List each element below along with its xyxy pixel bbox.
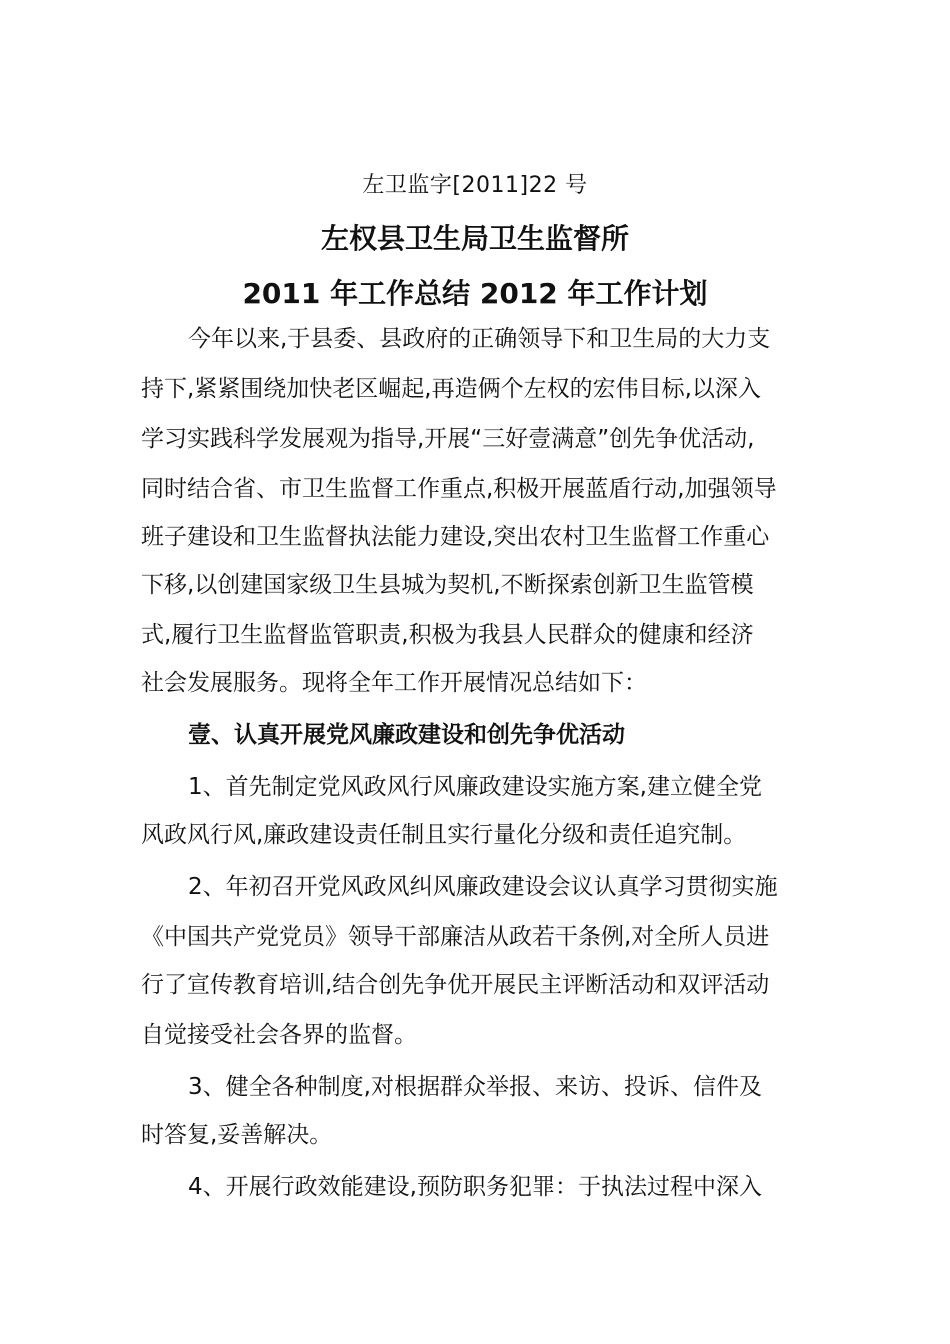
paragraph-line: 1、首先制定党风政风行风廉政建设实施方案,建立健全党 (188, 774, 762, 800)
paragraph-line: 行了宣传教育培训,结合创先争优开展民主评断活动和双评活动 (141, 972, 770, 998)
document-number: 左卫监字[2011]22 号 (362, 173, 588, 198)
paragraph-line: 4、开展行政效能建设,预防职务犯罪：于执法过程中深入 (188, 1174, 762, 1200)
paragraph-line: 社会发展服务。现将全年工作开展情况总结如下： (141, 670, 647, 696)
paragraph-line: 同时结合省、市卫生监督工作重点,积极开展蓝盾行动,加强领导 (141, 476, 777, 502)
section-heading: 壹、认真开展党风廉政建设和创先争优活动 (188, 722, 625, 748)
paragraph-line: 今年以来,于县委、县政府的正确领导下和卫生局的大力支 (188, 326, 771, 352)
paragraph-line: 2、年初召开党风政风纠风廉政建设会议认真学习贯彻实施 (188, 874, 778, 900)
paragraph-line: 下移,以创建国家级卫生县城为契机,不断探索创新卫生监管模 (141, 572, 754, 598)
paragraph-line: 班子建设和卫生监督执法能力建设,突出农村卫生监督工作重心 (141, 524, 770, 550)
paragraph-line: 自觉接受社会各界的监督。 (141, 1022, 417, 1048)
document-title-line-1: 左权县卫生局卫生监督所 (320, 222, 629, 255)
paragraph-line: 《中国共产党党员》领导干部廉洁从政若干条例,对全所人员进 (141, 924, 770, 950)
paragraph-line: 3、健全各种制度,对根据群众举报、来访、投诉、信件及 (188, 1074, 762, 1100)
paragraph-line: 式,履行卫生监督监管职责,积极为我县人民群众的健康和经济 (141, 622, 754, 648)
document-title-line-2: 2011 年工作总结 2012 年工作计划 (242, 277, 708, 310)
paragraph-line: 风政风行风,廉政建设责任制且实行量化分级和责任追究制。 (141, 822, 747, 848)
paragraph-line: 学习实践科学发展观为指导,开展“三好壹满意”创先争优活动, (141, 426, 755, 452)
paragraph-line: 持下,紧紧围绕加快老区崛起,再造俩个左权的宏伟目标,以深入 (141, 376, 761, 402)
paragraph-line: 时答复,妥善解决。 (141, 1122, 333, 1148)
